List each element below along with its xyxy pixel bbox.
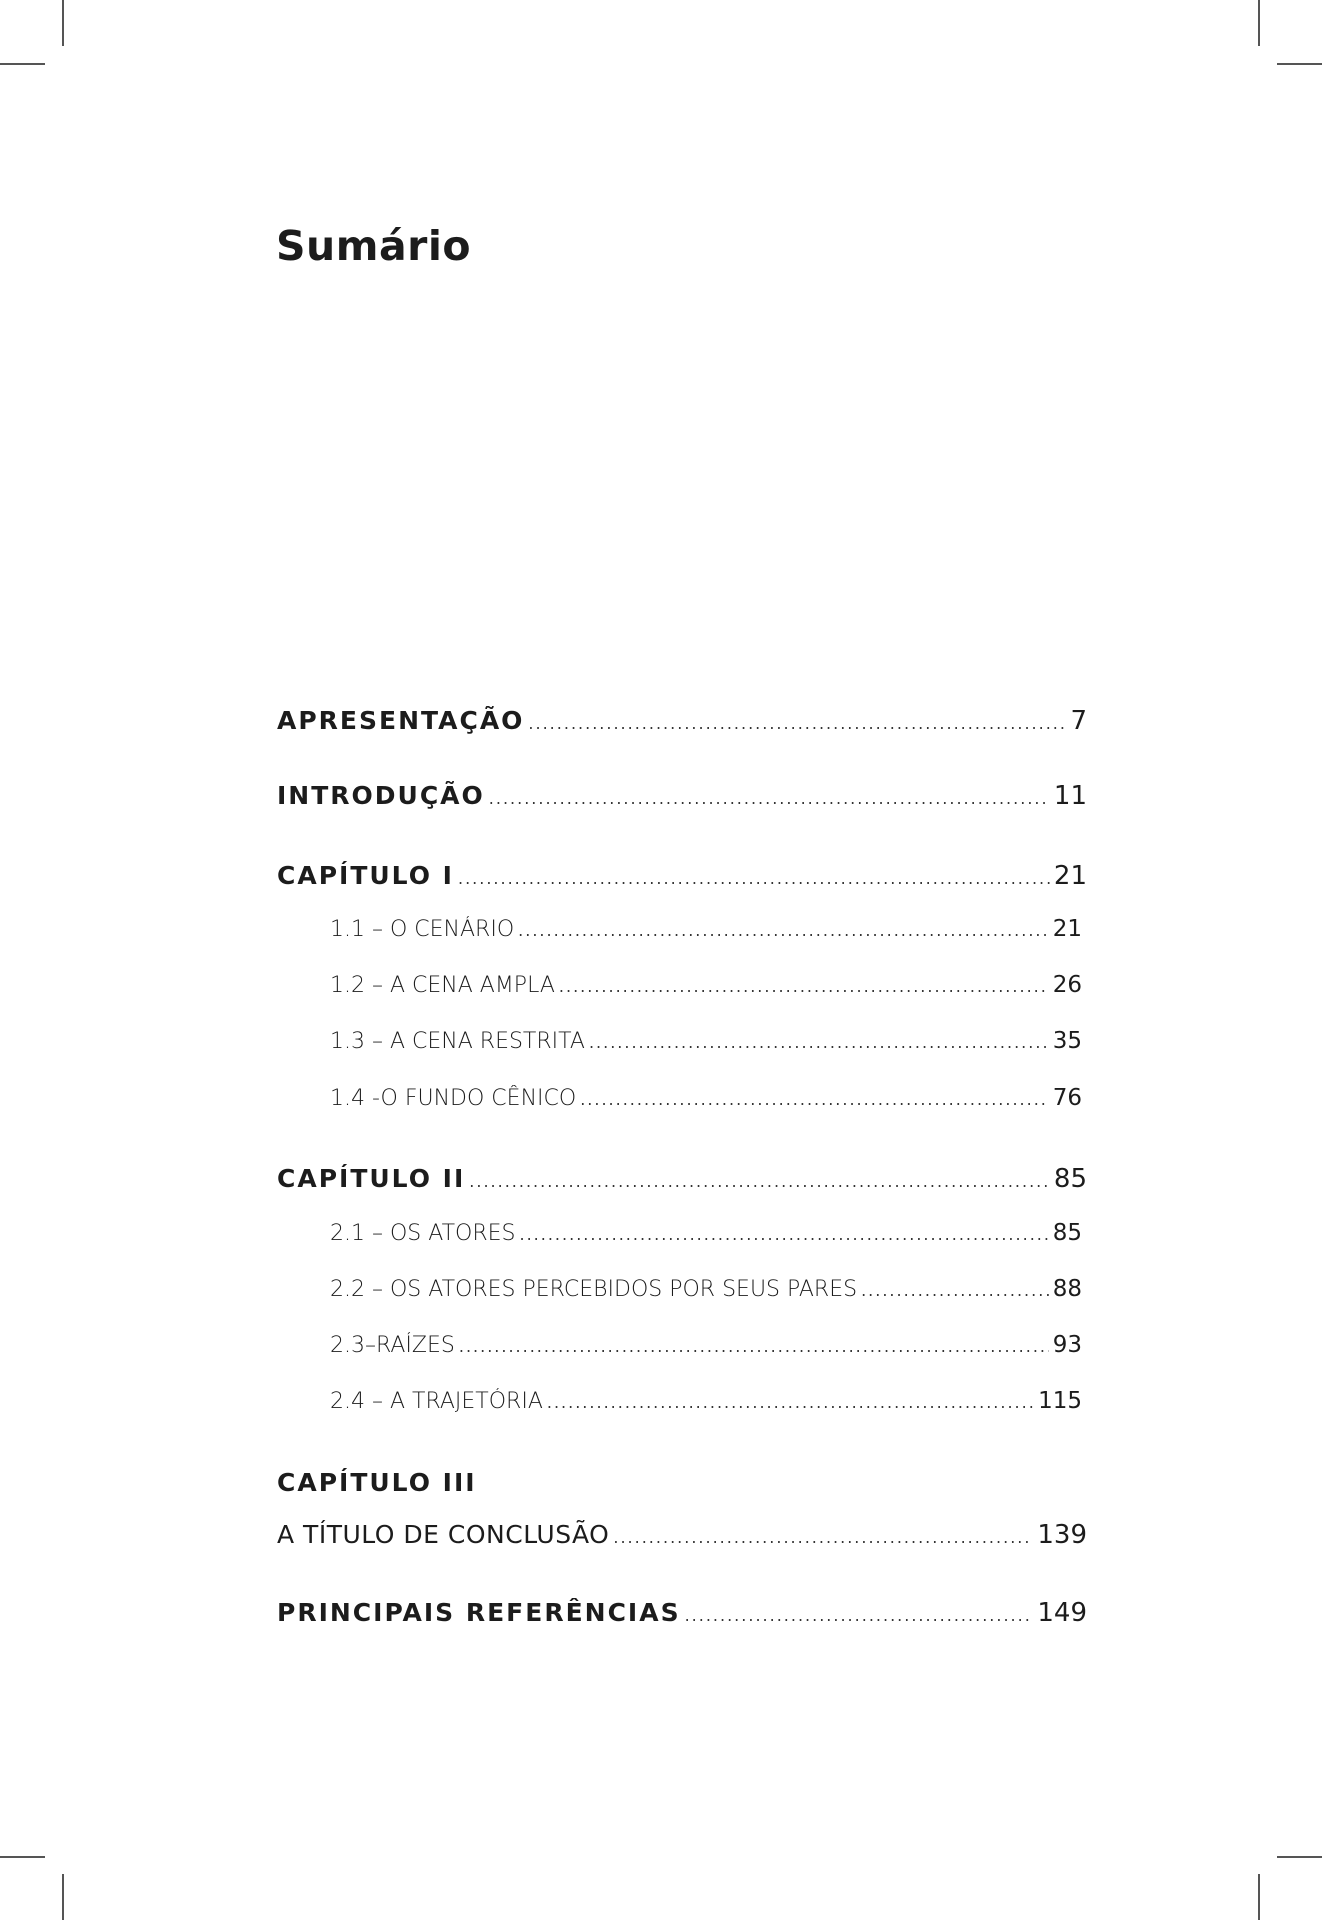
crop-mark-bottom-left-vertical — [62, 1874, 64, 1920]
toc-entry-2-3[interactable] — [330, 1332, 1082, 1358]
dot-leader — [458, 869, 1050, 888]
dot-leader — [489, 789, 1050, 808]
toc-entry-page: 21 — [1053, 861, 1087, 891]
toc-entry-label: 2.1 – OS ATORES — [330, 1221, 516, 1246]
toc-entry-page: 11 — [1053, 781, 1087, 811]
toc-entry-label: 2.4 – A TRAJETÓRIA — [330, 1389, 543, 1414]
toc-entry-page: 35 — [1052, 1028, 1082, 1054]
toc-entry-label: CAPÍTULO II — [277, 1164, 466, 1193]
toc-entry-label: 1.3 – A CENA RESTRITA — [330, 1029, 585, 1054]
toc-entry-1-2[interactable] — [330, 972, 1082, 998]
toc-entry-page: 7 — [1070, 706, 1087, 736]
toc-entry-label: CAPÍTULO I — [277, 861, 454, 890]
toc-entry-page: 149 — [1037, 1598, 1087, 1628]
toc-entry-1-3[interactable] — [330, 1028, 1082, 1054]
dot-leader — [469, 1172, 1050, 1191]
crop-mark-top-left-vertical — [62, 0, 64, 46]
toc-entry-2-1[interactable] — [330, 1220, 1082, 1246]
crop-mark-bottom-left-horizontal — [0, 1856, 45, 1858]
crop-mark-top-right-horizontal — [1277, 63, 1322, 65]
dot-leader — [861, 1281, 1049, 1300]
toc-entry-1-1[interactable] — [330, 916, 1082, 942]
toc-entry-page: 88 — [1052, 1276, 1082, 1302]
toc-entry-label: 2.3–RAÍZES — [330, 1333, 455, 1358]
toc-entry-label: 1.2 – A CENA AMPLA — [330, 973, 555, 998]
toc-entry-label: 1.4 -O FUNDO CÊNICO — [330, 1086, 577, 1111]
toc-entry-label: 2.2 – OS ATORES PERCEBIDOS POR SEUS PARES — [330, 1277, 858, 1302]
toc-entry-page: 115 — [1038, 1388, 1082, 1414]
toc-entry-apresentacao[interactable] — [277, 706, 1087, 736]
toc-entry-introducao[interactable] — [277, 781, 1087, 811]
dot-leader — [520, 1225, 1049, 1244]
toc-entry-page: 85 — [1052, 1220, 1082, 1246]
page-title: Sumário — [276, 222, 472, 270]
dot-leader — [685, 1606, 1034, 1625]
toc-entry-page: 76 — [1052, 1085, 1082, 1111]
toc-entry-page: 139 — [1037, 1520, 1087, 1550]
toc-entry-capitulo-2[interactable] — [277, 1164, 1087, 1194]
dot-leader — [518, 921, 1049, 940]
toc-entry-page: 21 — [1052, 916, 1082, 942]
dot-leader — [613, 1528, 1033, 1547]
dot-leader — [559, 977, 1049, 996]
toc-entry-page: 85 — [1053, 1164, 1087, 1194]
crop-mark-top-right-vertical — [1258, 0, 1260, 46]
toc-entry-conclusao[interactable] — [277, 1520, 1087, 1550]
crop-mark-bottom-right-horizontal — [1277, 1856, 1322, 1858]
crop-mark-top-left-horizontal — [0, 63, 45, 65]
toc-entry-capitulo-3[interactable] — [277, 1468, 1087, 1497]
toc-entry-2-4[interactable] — [330, 1388, 1082, 1414]
toc-entry-label: A TÍTULO DE CONCLUSÃO — [277, 1520, 610, 1549]
toc-entry-capitulo-1[interactable] — [277, 861, 1087, 891]
dot-leader — [528, 714, 1066, 733]
dot-leader — [547, 1393, 1034, 1412]
dot-leader — [459, 1337, 1049, 1356]
toc-entry-label: PRINCIPAIS REFERÊNCIAS — [277, 1598, 681, 1627]
dot-leader — [580, 1090, 1049, 1109]
toc-entry-label: CAPÍTULO III — [277, 1468, 477, 1497]
toc-entry-label: INTRODUÇÃO — [277, 781, 485, 810]
toc-entry-1-4[interactable] — [330, 1085, 1082, 1111]
toc-entry-referencias[interactable] — [277, 1598, 1087, 1628]
dot-leader — [589, 1033, 1049, 1052]
toc-entry-page: 93 — [1052, 1332, 1082, 1358]
toc-entry-page: 26 — [1052, 972, 1082, 998]
toc-entry-2-2[interactable] — [330, 1276, 1082, 1302]
crop-mark-bottom-right-vertical — [1258, 1874, 1260, 1920]
toc-entry-label: 1.1 – O CENÁRIO — [330, 917, 515, 942]
toc-entry-label: APRESENTAÇÃO — [277, 706, 525, 735]
